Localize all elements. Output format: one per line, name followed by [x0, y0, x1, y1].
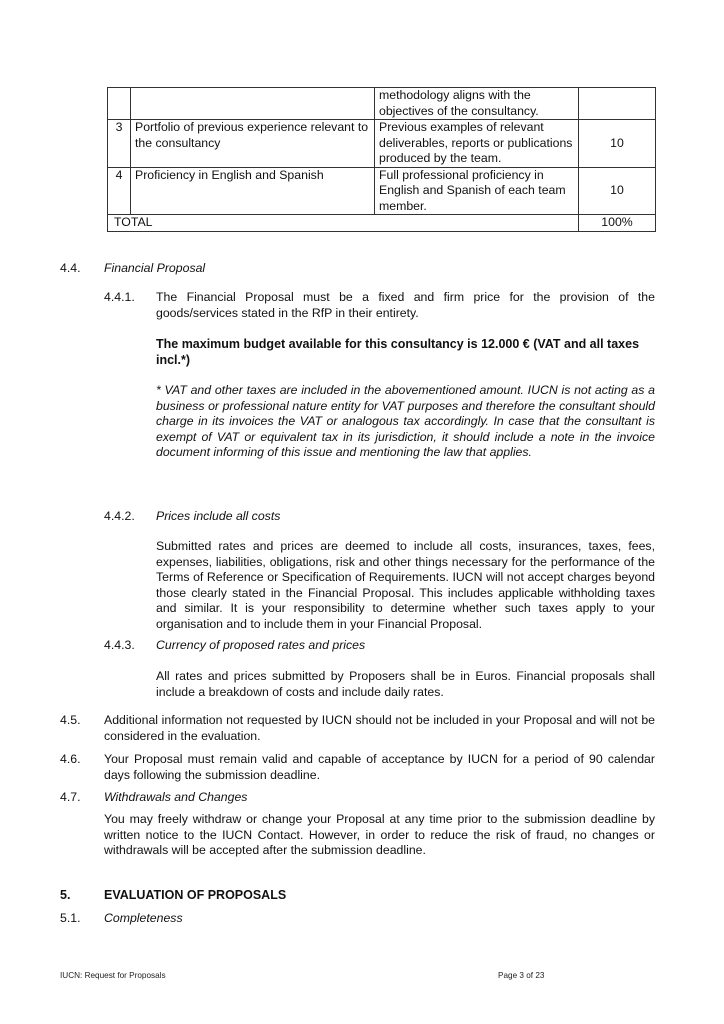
- subsection-title: Currency of proposed rates and prices: [156, 638, 366, 652]
- section-number: 5.1.: [60, 911, 81, 925]
- criterion-cell: [131, 88, 375, 120]
- section-number: 4.4.: [60, 261, 81, 275]
- footer-document-name: IUCN: Request for Proposals: [60, 971, 166, 980]
- subsection-title: Prices include all costs: [156, 509, 281, 523]
- section-title: Completeness: [104, 911, 183, 925]
- paragraph: Your Proposal must remain valid and capable of acceptance by IUCN for a period of 90 calendar days following the submission deadline.: [104, 752, 655, 782]
- weight-cell: 10: [579, 167, 656, 215]
- table-row: [108, 88, 656, 120]
- section-number: 4.6.: [60, 752, 81, 766]
- table-row: [108, 167, 656, 215]
- subsection-number: 4.4.1.: [104, 290, 135, 304]
- weight-cell: [579, 88, 656, 120]
- description-cell: methodology aligns with the objectives of the consultancy.: [375, 88, 579, 120]
- chapter-number: 5.: [60, 888, 71, 902]
- chapter-title: EVALUATION OF PROPOSALS: [104, 888, 287, 902]
- section-number: 4.7.: [60, 790, 81, 804]
- total-value: 100%: [579, 215, 656, 232]
- description-cell: Full professional proficiency in English and Spanish of each team member.: [375, 167, 579, 215]
- paragraph: Additional information not requested by IUCN should not be included in your Proposal and will not be considered in the evaluation.: [104, 713, 655, 743]
- section-title: Withdrawals and Changes: [104, 790, 248, 804]
- vat-note: * VAT and other taxes are included in the abovementioned amount. IUCN is not acting as a business or professional nature entity for VAT purposes and therefore the consultant should charge in its invoices the VAT or analogous tax accordingly. In case that the consultant is exempt of VAT or equivalent tax in its jurisdiction, it should include a note in the invoice document informing of this issue and mentioning the law that applies.: [156, 383, 655, 459]
- row-number: 3: [108, 120, 131, 168]
- paragraph: You may freely withdraw or change your Proposal at any time prior to the submission deadline by written notice to the IUCN Contact. However, in order to reduce the risk of fraud, no changes or withdrawals will be accepted after the submission deadline.: [104, 812, 655, 857]
- table-total-row: [108, 215, 656, 232]
- criterion-cell: Portfolio of previous experience relevant to the consultancy: [131, 120, 375, 168]
- paragraph: All rates and prices submitted by Proposers shall be in Euros. Financial proposals shall include a breakdown of costs and include daily rates.: [156, 669, 655, 699]
- criterion-cell: Proficiency in English and Spanish: [131, 167, 375, 215]
- row-number: 4: [108, 167, 131, 215]
- subsection-number: 4.4.3.: [104, 638, 135, 652]
- paragraph: Submitted rates and prices are deemed to include all costs, insurances, taxes, fees, expenses, liabilities, obligations, risk and other things necessary for the performance of the Terms of Reference or Specification of Requirements. IUCN will not accept charges beyond those clearly stated in the Financial Proposal. This includes applicable withholding taxes and similar. It is your responsibility to determine whether such taxes apply to your organisation and to include them in your Financial Proposal.: [156, 539, 655, 631]
- subsection-number: 4.4.2.: [104, 509, 135, 523]
- weight-cell: 10: [579, 120, 656, 168]
- total-label: TOTAL: [108, 215, 579, 232]
- row-number: [108, 88, 131, 120]
- section-title: Financial Proposal: [104, 261, 206, 275]
- footer-page-number: Page 3 of 23: [498, 971, 545, 980]
- section-number: 4.5.: [60, 713, 81, 727]
- budget-statement: The maximum budget available for this consultancy is 12.000 € (VAT and all taxes incl.*): [156, 337, 640, 367]
- evaluation-criteria-table: [107, 87, 656, 232]
- description-cell: Previous examples of relevant deliverables, reports or publications produced by the team.: [375, 120, 579, 168]
- table-row: [108, 120, 656, 168]
- paragraph: The Financial Proposal must be a fixed and firm price for the provision of the goods/services stated in the RfP in their entirety.: [156, 290, 655, 320]
